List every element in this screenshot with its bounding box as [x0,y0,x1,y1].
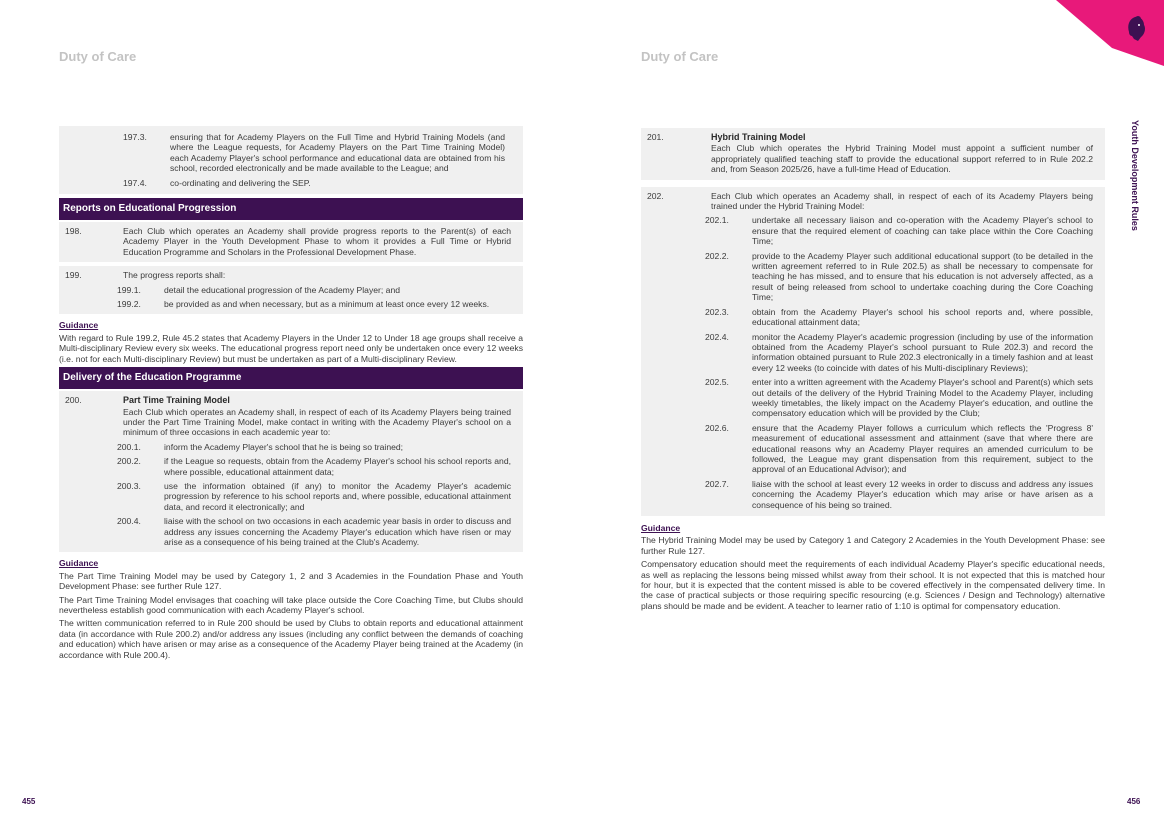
list-item: 202.1. undertake all necessary liaison and co-operation with the Academy Player's school to ensure that the required element of coaching can take place within the Core Coaching Time; [705,215,1093,247]
guidance-heading: Guidance [59,320,99,331]
list-item: 200.2. if the League so requests, obtain from the Academy Player's school his school reports and, where possible, educational attainment data; [117,456,511,477]
rule-title: Hybrid Training Model [711,132,806,142]
guidance-heading: Guidance [59,558,99,569]
list-item: 202.2. provide to the Academy Player such additional educational support (to be detailed in the written agreement referred to in Rule 202.5) as shall be necessary to compensate for teaching he has missed, and to ensure that his education is not adversely affected, as a result of being released from school to undertake coaching during the Core Coaching Time; [705,250,1093,303]
side-tab [1124,120,1148,270]
list-item: 199.1. detail the educational progression of the Academy Player; and [117,284,401,295]
guidance-paragraph: With regard to Rule 199.2, Rule 45.2 states that Academy Players in the Under 12 to Under 18 age groups shall receive a Multi-disciplinary Review every six weeks. The educational progress report need only be undertaken once every 12 weeks (i.e. not for each Multi-disciplinary Review) but must be undertaken as part of a Multi-disciplinary Review. [59,332,523,364]
right-page-header: Duty of Care [641,49,719,64]
rule-200: 200. Part Time Training Model Each Club which operates an Academy shall, in respect of each of its Academy Players being trained under the Part Time Training Model, make contact in writing with the Academy Player's school on a minimum of three occasions in each academic year to: 200.1. inform the Academy Player's school that he is being so trained; 200.2. if the League so requests, obtain from the Academy Player's school his school reports and, where possible, educational attainment data; 200.3. use the information obtained (if any) to monitor the Academy Player's academic progression by reference to his school reports and, where possible, educational attainment data, and record it electronically; and 200.4. liaise with the school on two occasions in each academic year basis in order to discuss and address any issues concerning the Academy Player's education which have risen or may arise as a consequence of his being trained at the Club's Academy. [59,391,523,552]
rule-199: 199. The progress reports shall: 199.1. detail the educational progression of the Academy Player; and 199.2. be provided as and when necessary, but as a minimum at least once every 12 weeks. [59,266,523,314]
list-item: 199.2. be provided as and when necessary, but as a minimum at least once every 12 weeks. [117,299,490,310]
right-page-number: 456 [1127,797,1141,806]
list-item: 202.6. ensure that the Academy Player follows a curriculum which reflects the 'Progress 8' measurement of educational assessment and attainment (save that where there are educational reasons why an Academy Player requires an amended curriculum to be followed, the League may grant dispensation from this requirement, subject to the approval of an Educational Advisor); and [705,422,1093,475]
list-item: 202.7. liaise with the school at least every 12 weeks in order to discuss and address any issues concerning the Academy Player's education which may arise or have arisen as a consequence of his being so trained. [705,478,1093,510]
left-page-number: 455 [22,797,36,806]
guidance-paragraph: The written communication referred to in Rule 200 should be used by Clubs to obtain reports and educational attainment data (in accordance with Rule 200.2) and/or address any issues (including any conflict between the demands of coaching and education) which have arisen or may arise as a consequence of the Academy Player being trained at the Academy (in accordance with Rule 200.4). [59,618,523,660]
list-item: 202.5. enter into a written agreement with the Academy Player's school and Parent(s) which sets out details of the delivery of the Hybrid Training Model to the Academy Player, including weekly timetables, the likely impact on the Academy Player's education, and outline the compensatory education which will be provided by the Club; [705,377,1093,419]
left-column [59,126,523,663]
list-item: 200.3. use the information obtained (if any) to monitor the Academy Player's academic progression by reference to his school reports and, where possible, educational attainment data, and record it electronically; and [117,480,511,512]
list-item: 202.3. obtain from the Academy Player's school his school reports and, where possible, educational attainment data; [705,306,1093,328]
right-column [641,128,1105,614]
section-heading-delivery: Delivery of the Education Programme [59,367,523,389]
section-heading-reports: Reports on Educational Progression [59,198,523,220]
rule-201: 201. Hybrid Training Model Each Club which operates the Hybrid Training Model must appoint a sufficient number of appropriately qualified teaching staff to provide the educational support referred to in Rule 202.2 and, from Season 2025/26, have a full-time Head of Education. [641,128,1105,180]
guidance-paragraph: The Part Time Training Model may be used by Category 1, 2 and 3 Academies in the Foundation Phase and Youth Development Phase: see further Rule 127. [59,570,523,592]
list-item: 200.4. liaise with the school on two occasions in each academic year basis in order to discuss and address any issues concerning the Academy Player's education which have risen or may arise as a consequence of his being trained at the Club's Academy. [117,516,511,547]
pink-wedge [1056,0,1164,66]
list-item: 197.4. co-ordinating and delivering the SEP. [123,177,311,188]
list-item: 200.1. inform the Academy Player's school that he is being so trained; [117,441,404,452]
guidance-heading: Guidance [641,523,681,533]
rule-title: Part Time Training Model [123,395,230,406]
rule-197-continued [59,126,523,194]
left-page-header: Duty of Care [59,49,137,64]
list-item: 202.4. monitor the Academy Player's academic progression (including by use of the information obtained from the Academy Player's school pursuant to Rule 202.3) and record the information obtained pursuant to Rule 202.3 electronically in a timely fashion and at least every 12 weeks (to coincide with dates of his Multi-disciplinary Reviews); [705,331,1093,373]
rule-202: 202. Each Club which operates an Academy shall, in respect of each of its Academy Players being trained under the Hybrid Training Model: 202.1. undertake all necessary liaison and co-operation with the Academy Player's school to ensure that the required element of coaching can take place within the Core Coaching Time; 202.2. provide to the Academy Player such additional educational support (to be detailed in the written agreement referred to in Rule 202.5) as shall be necessary to compensate for teaching he has missed, and to ensure that his education is not adversely affected, as a result of being released from school to undertake coaching during the Core Coaching Time; 202.3. obtain from the Academy Player's school his school reports and, where possible, educational attainment data; 202.4. monitor the Academy Player's academic progression (including by use of the information obtained from the Academy Player's school pursuant to Rule 202.3) and record the information obtained pursuant to Rule 202.3 electronically in a timely fashion and at least every 12 weeks (to coincide with dates of his Multi-disciplinary Reviews); 202.5. enter into a written agreement with the Academy Player's school and Parent(s) which sets out details of the delivery of the Hybrid Training Model to the Academy Player, including weekly timetables, the likely impact on the Academy Player's education, and outline the compensatory education which will be provided by the Club; 202.6. ensure that the Academy Player follows a curriculum which reflects the 'Progress 8' measurement of educational assessment and attainment (save that where there are educational reasons why an Academy Player requires an amended curriculum to be followed, the League may grant dispensation from this requirement, subject to the approval of an Educational Advisor); and 202.7. liaise with the school at least every 12 weeks in order to discuss and address any issues concerning the Academy Player's education which may arise or have arisen as a consequence of his being so trained. [641,187,1105,516]
brand-corner-graphic [1010,0,1164,80]
guidance-paragraph: The Hybrid Training Model may be used by Category 1 and Category 2 Academies in the Youth Development Phase: see further Rule 127. [641,535,1105,556]
guidance-paragraph: The Part Time Training Model envisages that coaching will take place outside the Core Coaching Time, but Clubs should nevertheless establish good communication with each Academy Player's school. [59,594,523,615]
list-item: 197.3. ensuring that for Academy Players on the Full Time and Hybrid Training Models (and where the League requests, for Academy Players on the Part Time Training Model) each Academy Player's school performance and educational data are obtained from his school, recorded electronically and be made available to the League; and [123,132,505,174]
side-tab-label: Youth Development Rules [1130,120,1140,231]
guidance-paragraph: Compensatory education should meet the requirements of each individual Academy Player's specific educational needs, as well as replacing the lessons being missed whilst away from their school. It is not expected that this is matched hour for hour, but it is expected that the content missed is able to be covered effectively in the compensated delivery time. In the case of practical subjects or those requiring specific resourcing (e.g. Sciences / Design and Technology) alternative plans should be made and be evident. A teacher to learner ratio of 1:10 is optimal for compensatory education. [641,559,1105,611]
rule-198: 198. Each Club which operates an Academy shall provide progress reports to the Parent(s) of each Academy Player in the Youth Development Phase to whom it provides a Full Time or Hybrid Education Programme and Scholars in the Professional Development Phase. [59,222,523,262]
